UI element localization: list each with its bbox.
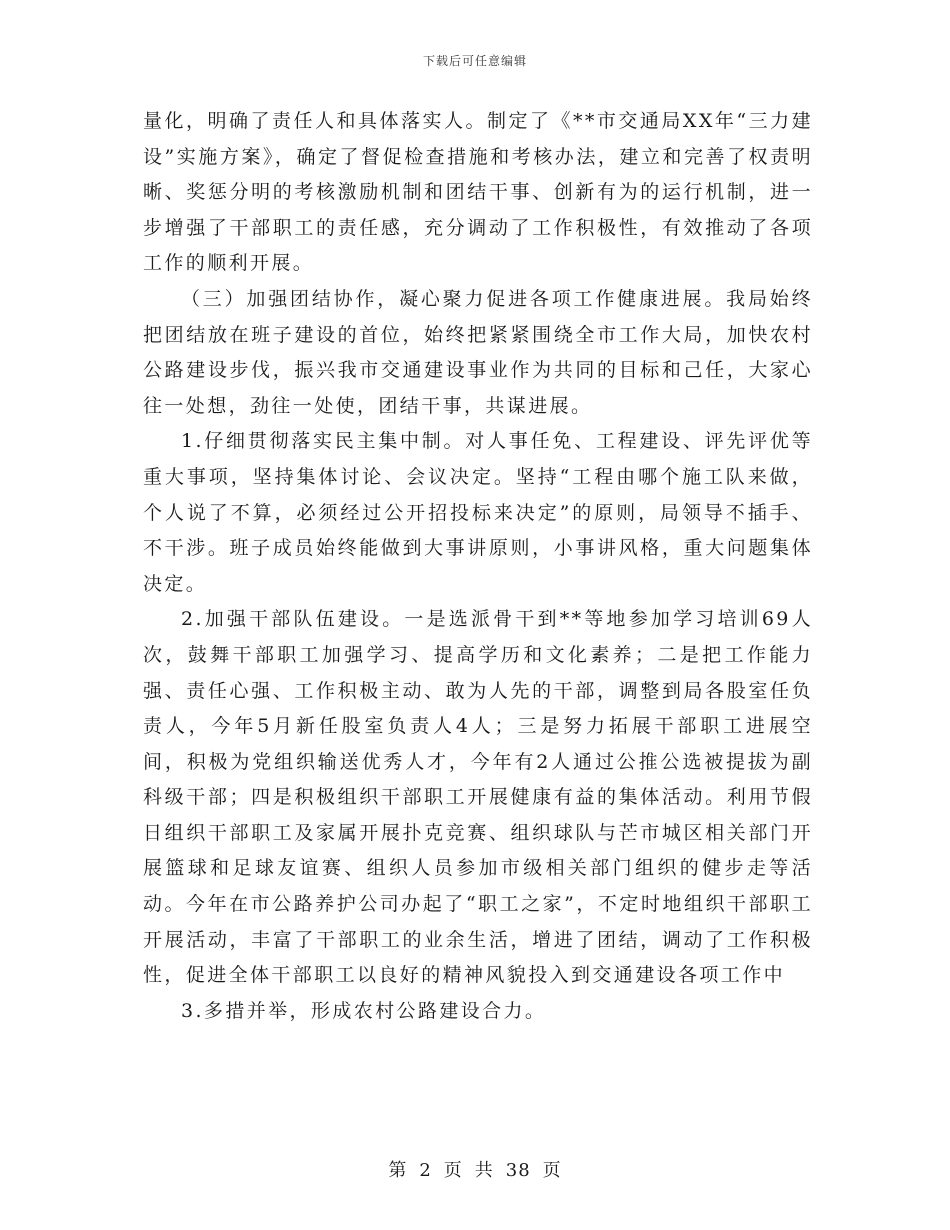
paragraph-continuation: 量化，明确了责任人和具体落实人。制定了《**市交通局XX年“三力建设”实施方案》，确定了督促检查措施和考核办法，建立和完善了权责明晰、奖惩分明的考核激励机制和团结干事、创新有为的运行机制，进一步增强了干部职工的责任感，充分调动了工作积极性，有效推动了各项工作的顺利开展。 bbox=[143, 110, 813, 275]
footer-total-pages: 38 bbox=[505, 1160, 531, 1181]
document-body bbox=[143, 104, 813, 1029]
paragraph-item-one: 1.仔细贯彻落实民主集中制。对人事任免、工程建设、评先评优等重大事项，坚持集体讨论、会议决定。坚持“工程由哪个施工队来做，个人说了不算，必须经过公开招投标来决定”的原则，局领导不插手、不干涉。班子成员始终能做到大事讲原则，小事讲风格，重大问题集体决定。 bbox=[143, 430, 813, 595]
paragraph-section-three: （三）加强团结协作，凝心聚力促进各项工作健康进展。我局始终把团结放在班子建设的首位，始终把紧紧围绕全市工作大局，加快农村公路建设步伐，振兴我市交通建设事业作为共同的目标和己任，大家心往一处想，劲往一处使，团结干事，共谋进展。 bbox=[143, 287, 813, 417]
page-header: 下载后可任意编辑 bbox=[422, 54, 527, 68]
footer-total-label: 共 bbox=[474, 1160, 494, 1181]
footer-suffix: 页 bbox=[542, 1160, 562, 1181]
footer-page-label: 页 bbox=[443, 1160, 463, 1181]
paragraph-item-three: 3.多措并举，形成农村公路建设合力。 bbox=[181, 999, 547, 1022]
paragraph-item-two: 2.加强干部队伍建设。一是选派骨干到**等地参加学习培训69人次，鼓舞干部职工加强学习、提高学历和文化素养；二是把工作能力强、责任心强、工作积极主动、敢为人先的干部，调整到局各股室任负责人，今年5月新任股室负责人4人；三是努力拓展干部职工进展空间，积极为党组织输送优秀人才，今年有2人通过公推公选被提拔为副科级干部；四是积极组织干部职工开展健康有益的集体活动。利用节假日组织干部职工及家属开展扑克竞赛、组织球队与芒市城区相关部门开展篮球和足球友谊赛、组织人员参加市级相关部门组织的健步走等活动。今年在市公路养护公司办起了“职工之家”，不定时地组织干部职工开展活动，丰富了干部职工的业余生活，增进了团结，调动了工作积极性，促进全体干部职工以良好的精神风貌投入到交通建设各项工作中 bbox=[143, 608, 813, 987]
footer-page-number: 2 bbox=[419, 1160, 432, 1181]
footer-prefix: 第 bbox=[388, 1160, 408, 1181]
page-footer bbox=[0, 1156, 950, 1182]
